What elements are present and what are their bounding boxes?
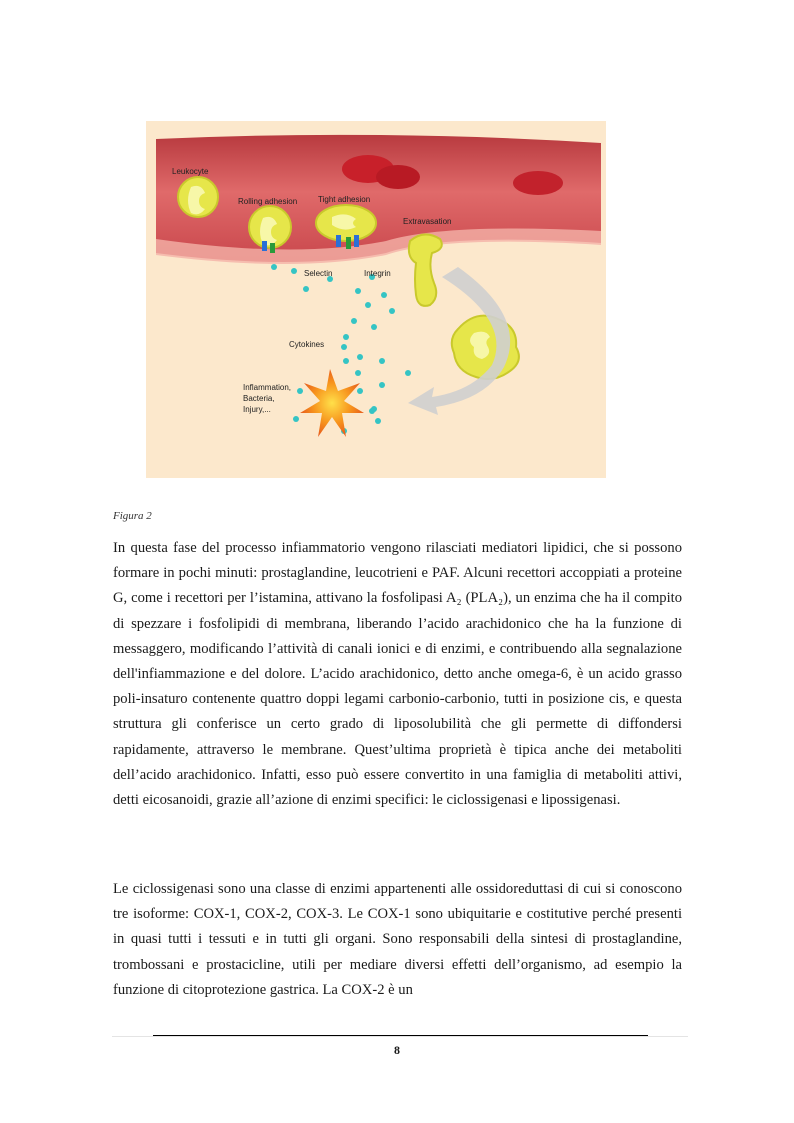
label-bacteria: Bacteria, bbox=[243, 394, 275, 403]
inflammation-star bbox=[300, 369, 364, 437]
integrin-receptor bbox=[354, 235, 359, 247]
extravasating-leukocyte bbox=[409, 234, 442, 305]
footer-rule-faint bbox=[112, 1036, 688, 1037]
red-blood-cell bbox=[376, 165, 420, 189]
figure-illustration bbox=[146, 121, 606, 478]
label-inflammation: Inflammation, bbox=[243, 383, 292, 392]
red-blood-cell bbox=[513, 171, 563, 195]
integrin-receptor bbox=[336, 235, 341, 247]
label-integrin: Integrin bbox=[364, 269, 391, 278]
label-cytokines: Cytokines bbox=[289, 340, 325, 349]
page-number: 8 bbox=[394, 1043, 400, 1057]
figure-caption: Figura 2 bbox=[113, 510, 152, 522]
label-injury: Injury,... bbox=[243, 405, 271, 414]
figure-leukocyte-extravasation bbox=[146, 121, 606, 478]
label-tight-adhesion: Tight adhesion bbox=[318, 195, 371, 204]
label-rolling-adhesion: Rolling adhesion bbox=[238, 197, 298, 206]
selectin-receptor bbox=[270, 243, 275, 253]
label-extravasation: Extravasation bbox=[403, 217, 452, 226]
label-selectin: Selectin bbox=[304, 269, 333, 278]
integrin-receptor bbox=[346, 237, 351, 249]
paragraph-1: In questa fase del processo infiammatorio vengono rilasciati mediatori lipidici, che si possono formare in pochi minuti: prostaglandine, leucotrieni e PAF. Alcuni recettori accoppiati a proteine G, come i recettori per l’istamina, attivano la fosfolipasi A₂ (PLA₂), un enzima che ha il compito di spezzare i fosfolipidi di membrana, liberando l’acido arachidonico che ha la funzione di messaggero, modificando l’attività di canali ionici e di enzimi, e contribuendo alla segnalazione dell'infiammazione e del dolore. L’acido arachidonico, detto anche omega-6, è un acido grasso poli-insaturo contenente quattro doppi legami carbonio-carbonio, tutti in posizione cis, e questa struttura gli conferisce un certo grado di liposolubilità che gli permette di diffondersi rapidamente, attraverso le membrane. Quest’ultima proprietà è tipica anche dei metaboliti dell’acido arachidonico. Infatti, esso può essere convertito in una famiglia di metaboliti attivi, detti eicosanoidi, grazie all’azione di enzimi specifici: le ciclossigenasi e lipossigenasi. bbox=[113, 540, 682, 809]
label-leukocyte: Leukocyte bbox=[172, 167, 209, 176]
paragraph-2: Le ciclossigenasi sono una classe di enzimi appartenenti alle ossidoreduttasi di cui si conoscono tre isoforme: COX-1, COX-2, COX-3. Le COX-1 sono ubiquitarie e costitutive perché presenti in quasi tutti i tessuti e in tutti gli organi. Sono responsabili della sintesi di prostaglandine, trombossani e prostacicline, utili per mediare diversi effetti dell’organismo, ad esempio la funzione di citoprotezione gastrica. La COX-2 è un bbox=[113, 881, 682, 998]
footer-rule bbox=[153, 1035, 648, 1036]
selectin-receptor bbox=[262, 241, 267, 251]
